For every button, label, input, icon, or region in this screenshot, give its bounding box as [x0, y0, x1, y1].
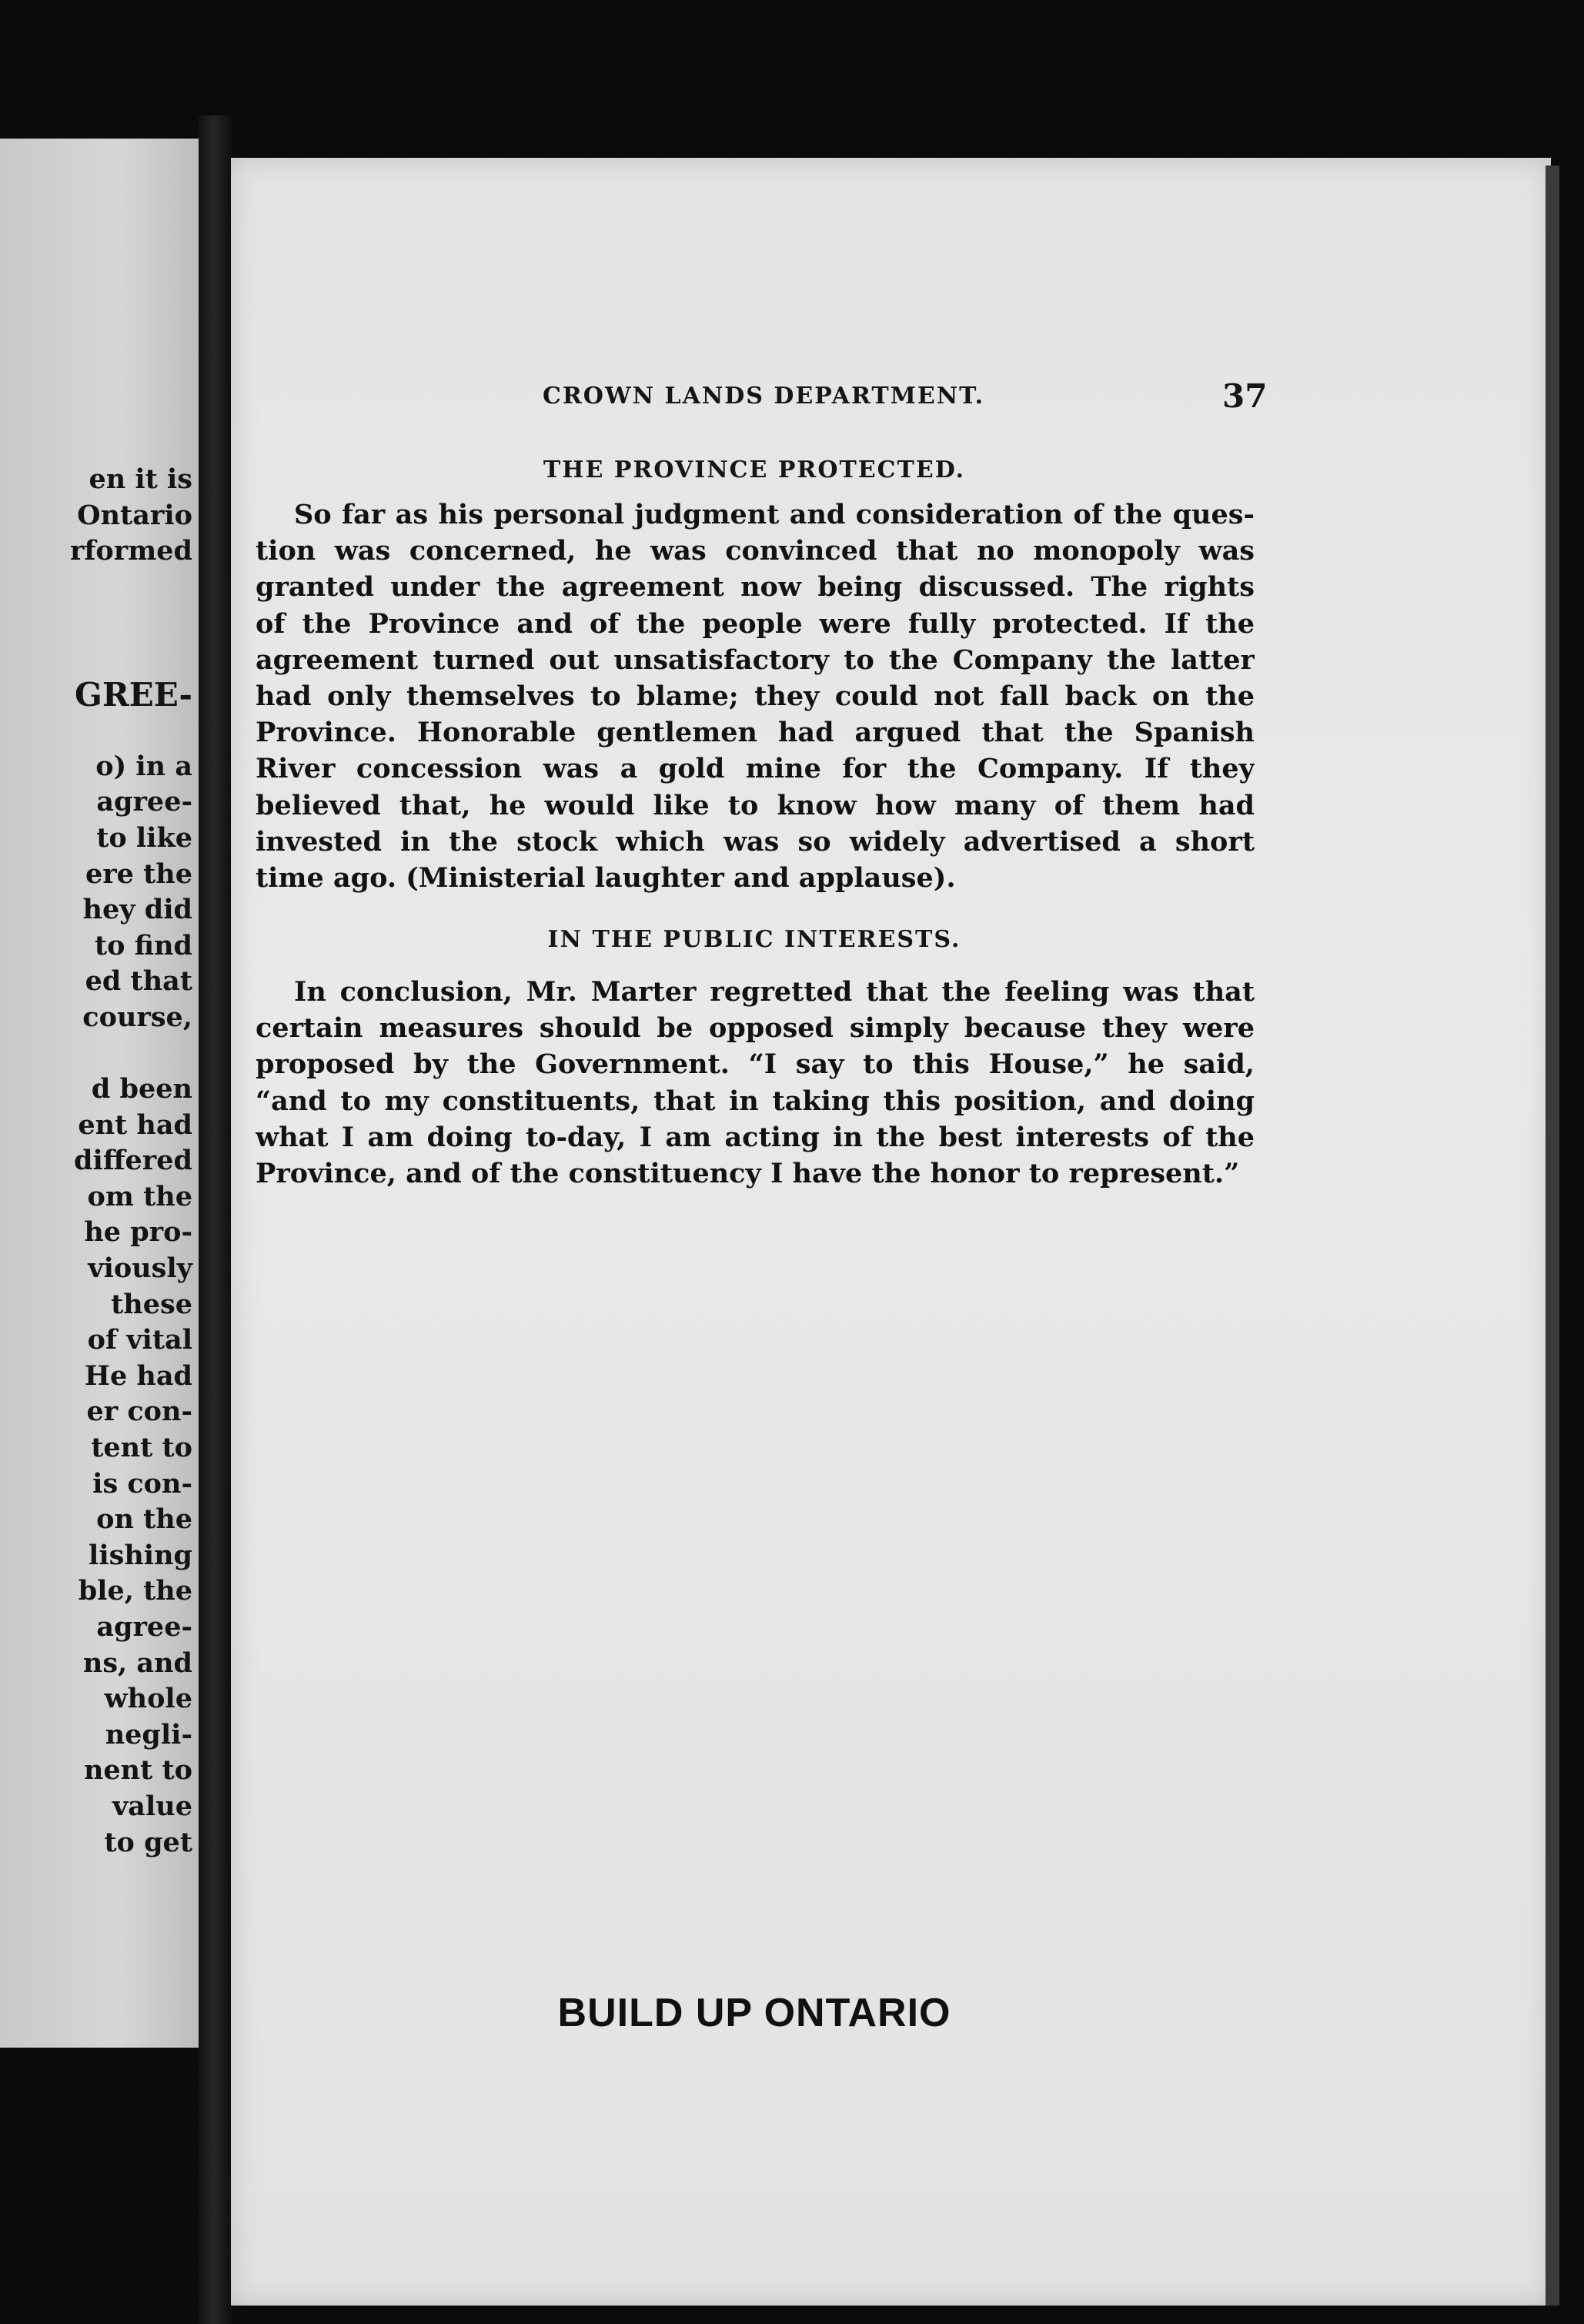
section-heading-province-protected: THE PROVINCE PROTECTED. — [543, 456, 966, 483]
paragraph-line: invested in the stock which was so widely advertised a short — [256, 825, 1255, 858]
paragraph-line: had only themselves to blame; they could not fall back on the — [256, 680, 1255, 712]
paragraph-line: certain measures should be opposed simply because they were — [256, 1012, 1255, 1045]
left-page-line: ns, and — [82, 1647, 192, 1679]
paragraph-line: In conclusion, Mr. Marter regretted that the feeling was that — [294, 976, 1255, 1008]
left-page-line: o) in a — [95, 750, 192, 782]
left-page-line — [0, 713, 192, 749]
left-page-line: er con- — [86, 1396, 192, 1428]
left-page-line: ble, the — [78, 1575, 192, 1607]
paragraph-line: tion was concerned, he was convinced that no monopoly was — [256, 535, 1255, 567]
paragraph-line: So far as his personal judgment and consideration of the ques- — [294, 499, 1255, 530]
left-page-line: to like — [96, 821, 192, 854]
left-page-line: GREE- — [74, 675, 192, 714]
paragraph-line: time ago. (Ministerial laughter and applause). — [256, 861, 956, 894]
left-page-line: lishing — [89, 1539, 192, 1571]
left-page-line: agree- — [96, 786, 192, 818]
paragraph-line: granted under the agreement now being discussed. The rights — [256, 571, 1255, 604]
left-page-line: course, — [82, 1001, 192, 1033]
paragraph-line: “and to my constituents, that in taking this position, and doing — [256, 1085, 1255, 1117]
book-gutter — [199, 115, 232, 2324]
page-number: 37 — [1222, 377, 1268, 415]
paragraph-line: agreement turned out unsatisfactory to the Company the latter — [256, 644, 1255, 676]
paragraph-line: Province, and of the constituency I have the honor to represent.” — [256, 1157, 1240, 1189]
left-page-line: d been — [91, 1073, 192, 1105]
left-page-line: differed — [74, 1145, 192, 1177]
left-page-line: negli- — [105, 1718, 192, 1751]
left-page-line: on the — [96, 1503, 192, 1536]
left-page-line: en it is — [89, 463, 192, 495]
left-page-fragment — [0, 139, 199, 2048]
left-page-line: om the — [87, 1180, 192, 1212]
left-page-line — [0, 641, 192, 677]
paragraph-public-interests — [256, 974, 1255, 1192]
left-page-text — [0, 462, 192, 1861]
paragraph-line: what I am doing to-day, I am acting in the best interests of the — [256, 1121, 1255, 1153]
left-page-line: rformed — [69, 535, 192, 567]
running-head: CROWN LANDS DEPARTMENT. — [543, 383, 985, 410]
left-page-line: ere the — [85, 858, 192, 890]
left-page-line: He had — [84, 1359, 192, 1392]
left-page-line: ent had — [78, 1108, 192, 1141]
paragraph-line: of the Province and of the people were fully protected. If the — [256, 607, 1255, 640]
section-heading-public-interests: IN THE PUBLIC INTERESTS. — [547, 926, 961, 953]
left-page-line — [0, 570, 192, 606]
left-page-line: to find — [94, 929, 192, 961]
left-page-line: hey did — [82, 894, 192, 926]
left-page-line: ed that — [85, 965, 192, 998]
left-page-line: value — [112, 1790, 192, 1822]
page-edge — [1546, 166, 1559, 2306]
paragraph-line: proposed by the Government. “I say to this House,” he said, — [256, 1048, 1255, 1081]
left-page-line: whole — [104, 1683, 192, 1715]
paragraph-line: believed that, he would like to know how many of them had — [256, 789, 1255, 821]
left-page-line — [0, 605, 192, 641]
paragraph-line: Province. Honorable gentlemen had argued that the Spanish — [256, 717, 1255, 749]
left-page-line: these — [111, 1288, 192, 1320]
left-page-line: tent to — [91, 1432, 192, 1464]
left-page-line: is con- — [92, 1467, 192, 1500]
left-page-line: nent to — [83, 1754, 192, 1787]
left-page-line: he pro- — [84, 1216, 192, 1249]
left-page-line: agree- — [96, 1611, 192, 1643]
left-page-line: Ontario — [77, 499, 192, 531]
footer-slogan: BUILD UP ONTARIO — [557, 1991, 951, 2035]
left-page-line: viously — [88, 1252, 192, 1285]
left-page-line: to get — [104, 1826, 192, 1858]
left-page-line — [0, 1036, 192, 1072]
paragraph-line: River concession was a gold mine for the Company. If they — [256, 753, 1255, 785]
left-page-line: of vital — [87, 1324, 192, 1356]
paragraph-province-protected — [256, 497, 1255, 896]
